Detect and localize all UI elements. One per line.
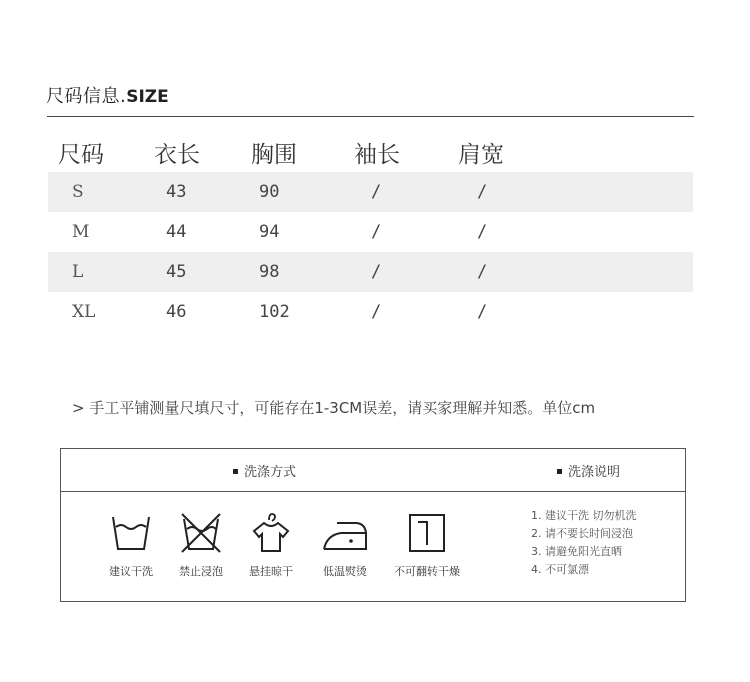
bullet-icon bbox=[233, 469, 238, 474]
cell-shoulder: / bbox=[477, 222, 488, 242]
header-length: 衣长 bbox=[154, 142, 200, 168]
table-row bbox=[48, 292, 693, 332]
measurement-note: > 手工平铺测量尺填尺寸，可能存在1-3CM误差，请买家理解并知悉。单位cm bbox=[72, 399, 596, 417]
page-title bbox=[46, 82, 169, 108]
table-row bbox=[48, 212, 693, 252]
table-row bbox=[48, 172, 693, 212]
cell-sleeve: / bbox=[371, 262, 382, 282]
cell-length: 43 bbox=[166, 182, 187, 202]
care-item-hang-dry bbox=[231, 511, 311, 579]
size-table bbox=[48, 130, 693, 332]
cell-bust: 94 bbox=[259, 222, 280, 242]
bullet-icon bbox=[557, 469, 562, 474]
title-divider bbox=[47, 116, 694, 117]
cell-shoulder: / bbox=[477, 182, 488, 202]
cell-shoulder: / bbox=[477, 262, 488, 282]
cell-length: 44 bbox=[166, 222, 187, 242]
header-sleeve: 袖长 bbox=[354, 142, 400, 168]
instruction-item: 3. 请避免阳光直晒 bbox=[531, 545, 622, 558]
care-label: 建议干洗 bbox=[109, 565, 153, 578]
cell-length: 46 bbox=[166, 302, 187, 322]
instruction-item: 2. 请不要长时间浸泡 bbox=[531, 527, 633, 540]
cell-shoulder: / bbox=[477, 302, 488, 322]
table-header bbox=[48, 130, 693, 172]
care-label: 悬挂晾干 bbox=[249, 565, 293, 578]
care-item-low-iron bbox=[305, 511, 385, 579]
title-cn: 尺码信息. bbox=[46, 86, 127, 107]
wash-basin-icon bbox=[109, 511, 153, 555]
care-instructions-heading bbox=[557, 461, 620, 480]
iron-low-icon bbox=[321, 511, 369, 555]
care-header bbox=[61, 449, 685, 492]
care-label: 低温熨烫 bbox=[323, 565, 367, 578]
cell-sleeve: / bbox=[371, 222, 382, 242]
care-method-title: 洗涤方式 bbox=[244, 465, 297, 480]
cell-bust: 90 bbox=[259, 182, 280, 202]
care-instructions-title: 洗涤说明 bbox=[568, 465, 621, 480]
cell-size: S bbox=[72, 182, 84, 202]
cell-sleeve: / bbox=[371, 302, 382, 322]
care-method-heading bbox=[233, 461, 296, 480]
header-shoulder: 肩宽 bbox=[458, 142, 504, 168]
cell-length: 45 bbox=[166, 262, 187, 282]
header-size: 尺码 bbox=[58, 142, 104, 168]
cell-size: M bbox=[72, 222, 90, 242]
cell-bust: 98 bbox=[259, 262, 280, 282]
care-label: 不可翻转干燥 bbox=[394, 565, 460, 578]
table-row bbox=[48, 252, 693, 292]
care-item-no-soak bbox=[161, 511, 241, 579]
instruction-item: 4. 不可氯漂 bbox=[531, 563, 589, 576]
hang-dry-icon bbox=[249, 511, 293, 555]
instruction-item: 1. 建议干洗 切勿机洗 bbox=[531, 509, 637, 522]
care-panel bbox=[60, 448, 686, 602]
cell-bust: 102 bbox=[259, 302, 290, 322]
cell-size: L bbox=[72, 262, 84, 282]
care-item-dry-clean bbox=[91, 511, 171, 579]
no-tumble-icon bbox=[405, 511, 449, 555]
no-soak-icon bbox=[179, 511, 223, 555]
header-bust: 胸围 bbox=[251, 142, 297, 168]
title-en: SIZE bbox=[126, 87, 169, 107]
cell-sleeve: / bbox=[371, 182, 382, 202]
care-item-no-tumble bbox=[387, 511, 467, 579]
care-label: 禁止浸泡 bbox=[179, 565, 223, 578]
care-instructions-list bbox=[531, 507, 637, 579]
cell-size: XL bbox=[72, 302, 96, 322]
